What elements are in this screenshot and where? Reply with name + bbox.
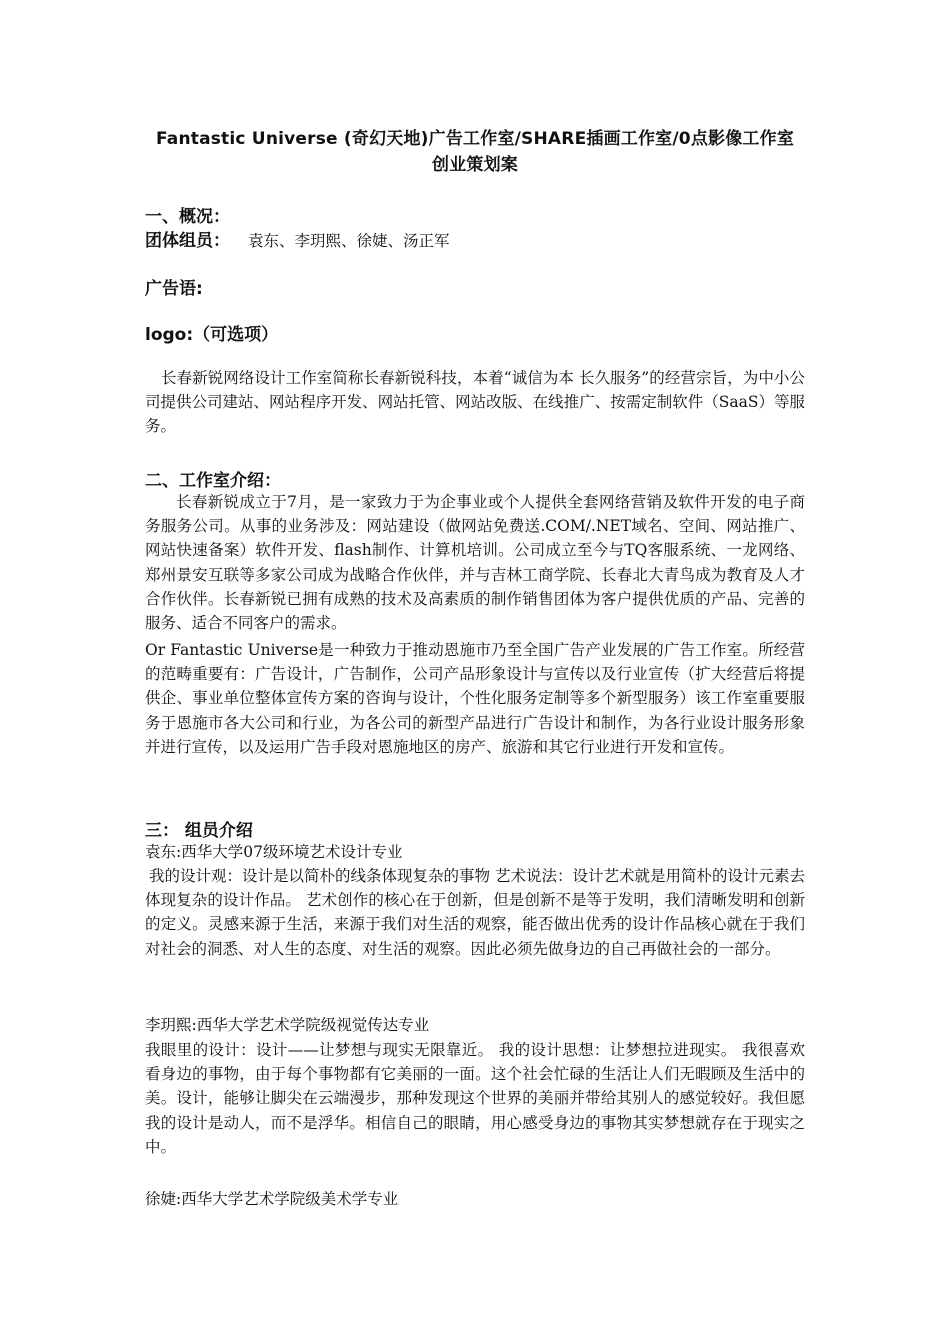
section3-heading: 三： 组员介绍: [145, 821, 253, 841]
member2-text: 我眼里的设计：设计——让梦想与现实无限靠近。 我的设计思想：让梦想拉进现实。 我很喜欢看身边的事物，由于每个事物都有它美丽的一面。这个社会忙碌的生活让人们无暇顾及生活中的美。设计，能够让脚尖在云端漫步，那种发现这个世界的美丽并带给其别人的感觉较好。我但愿我的设计是动人，而不是浮华。相信自己的眼睛，用心感受身边的事物其实梦想就存在于现实之中。: [145, 1041, 805, 1156]
section2-heading: 二、工作室介绍：: [145, 471, 281, 491]
members-label: 团体组员：: [145, 231, 230, 251]
logo-label: logo:（可选项）: [145, 325, 279, 345]
members-value: 袁东、李玥熙、徐婕、汤正军: [248, 232, 450, 250]
document-title-line1: Fantastic Universe (奇幻天地)广告工作室/SHARE插画工作室/0点影像工作室: [155, 129, 795, 149]
section1-heading: 一、概况：: [145, 207, 230, 227]
studio-paragraph-2: Or Fantastic Universe是一种致力于推动恩施市乃至全国广告产业发展的广告工作室。所经营的范畴重要有：广告设计，广告制作，公司产品形象设计与宣传以及行业宣传（扩大经营后将提供企、事业单位整体宣传方案的咨询与设计，个性化服务定制等多个新型服务）该工作室重要服务于恩施市各大公司和行业，为各公司的新型产品进行广告设计和制作，为各行业设计服务形象并进行宣传，以及运用广告手段对恩施地区的房产、旅游和其它行业进行开发和宣传。: [145, 641, 805, 756]
member1-title: 袁东:西华大学07级环境艺术设计专业: [145, 843, 403, 861]
document-title-line2: 创业策划案: [432, 155, 518, 175]
member1-text: 我的设计观：设计是以简朴的线条体现复杂的事物 艺术说法：设计艺术就是用简朴的设计元素去体现复杂的设计作品。 艺术创作的核心在于创新，但是创新不是等于发明，我们清晰发明和创新的定义。灵感来源于生活，来源于我们对生活的观察，能否做出优秀的设计作品核心就在于我们对社会的洞悉、对人生的态度、对生活的观察。因此必须先做身边的自己再做社会的一部分。: [145, 867, 805, 958]
member3-title: 徐婕:西华大学艺术学院级美术学专业: [145, 1190, 399, 1208]
slogan-label: 广告语:: [145, 279, 203, 299]
intro-paragraph: 长春新锐网络设计工作室简称长春新锐科技，本着“诚信为本 长久服务”的经营宗旨，为中小公司提供公司建站、网站程序开发、网站托管、网站改版、在线推广、按需定制软件（SaaS）等服务。: [145, 369, 805, 436]
member2-title: 李玥熙:西华大学艺术学院级视觉传达专业: [145, 1016, 430, 1034]
studio-paragraph-1: 长春新锐成立于7月，是一家致力于为企事业或个人提供全套网络营销及软件开发的电子商务服务公司。从事的业务涉及：网站建设（做网站免费送.COM/.NET域名、空间、网站推广、网站快速备案）软件开发、flash制作、计算机培训。公司成立至今与TQ客服系统、一龙网络、郑州景安互联等多家公司成为战略合作伙伴，并与吉林工商学院、长春北大青鸟成为教育及人才合作伙伴。长春新锐已拥有成熟的技术及高素质的制作销售团体为客户提供优质的产品、完善的服务、适合不同客户的需求。: [145, 493, 805, 633]
members-row: [145, 226, 450, 251]
